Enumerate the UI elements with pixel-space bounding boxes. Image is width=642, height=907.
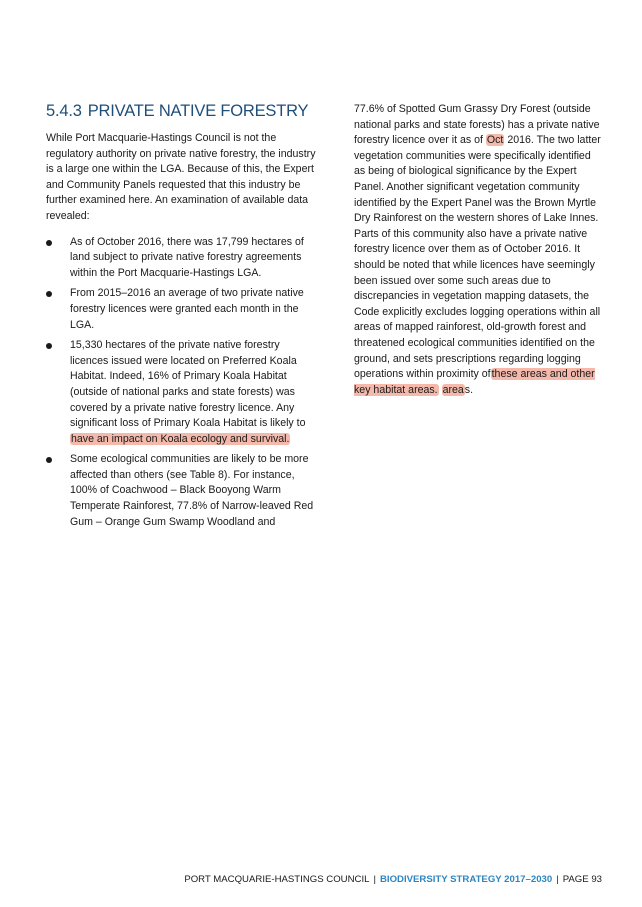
section-number: 5.4.3 (46, 102, 82, 120)
footer-strategy: BIODIVERSITY STRATEGY 2017–2030 (379, 874, 553, 885)
list-item (46, 235, 316, 282)
list-item (46, 338, 316, 447)
right-column (354, 102, 604, 398)
page-footer (0, 874, 602, 885)
section-title: PRIVATE NATIVE FORESTRY (87, 102, 309, 120)
footer-separator: | (556, 874, 559, 885)
continuation-paragraph (354, 102, 604, 398)
list-item-text: From 2015–2016 an average of two private native forestry licences were granted each month in the LGA. (70, 287, 304, 331)
highlighted-text: Oct (486, 134, 504, 147)
bullet-icon (46, 291, 52, 297)
left-column (46, 102, 316, 535)
footer-separator: | (373, 874, 376, 885)
section-heading (46, 102, 316, 121)
paragraph-text: 77.6% of Spotted Gum Grassy Dry Forest (outside national parks and state forests) has a private native forestry licence over it as of (354, 103, 600, 147)
list-item (46, 286, 316, 333)
bullet-icon (46, 457, 52, 463)
list-item-text: 15,330 hectares of the private native forestry licences issued were located on Preferred Koala Habitat. Indeed, 16% of Primary Koala Habitat (outside of national parks and state forests) was covered by a private native forestry licence. Any significant loss of Primary Koala Habitat is likely to (70, 339, 306, 430)
findings-list (46, 235, 316, 531)
page-number: PAGE 93 (562, 874, 602, 885)
highlighted-text: area (442, 383, 464, 396)
bullet-icon (46, 343, 52, 349)
paragraph-text: 2016. The two latter vegetation communities were specifically identified as being of biological significance by the Expert Panel. Another significant vegetation community identified by the Expert Panel was the Brown Myrtle Dry Rainforest on the western shores of Lake Innes. Parts of this community also have a private native forestry licence over them as of October 2016. It should be noted that while licences have seemingly been issued over some such areas due to discrepancies in vegetation mapping datasets, the Code explicitly excludes logging operations within all areas of mapped rainforest, old-growth forest and threatened ecological communities identified on the ground, and sets prescriptions regarding logging operations within proximity of (354, 134, 601, 381)
list-item-text: Some ecological communities are likely to be more affected than others (see Table 8). For instance, 100% of Coachwood – Black Booyong Warm Temperate Rainforest, 77.8% of Narrow-leaved Red Gum – Orange Gum Swamp Woodland and (70, 453, 314, 528)
bullet-icon (46, 240, 52, 246)
paragraph-text: s. (464, 383, 474, 396)
intro-paragraph: While Port Macquarie-Hastings Council is not the regulatory authority on private native forestry, the industry is a large one within the LGA. Because of this, the Expert and Community Panels requested that this industry be further examined here. An examination of available data revealed: (46, 132, 316, 222)
highlighted-text: these areas and other key habitat areas. (354, 368, 595, 396)
list-item-text: As of October 2016, there was 17,799 hectares of land subject to private native forestry agreements within the Port Macquarie-Hastings LGA. (70, 235, 304, 279)
list-item (46, 452, 316, 530)
footer-council: PORT MACQUARIE-HASTINGS COUNCIL (184, 874, 370, 885)
highlighted-text: have an impact on Koala ecology and survival. (71, 432, 290, 445)
